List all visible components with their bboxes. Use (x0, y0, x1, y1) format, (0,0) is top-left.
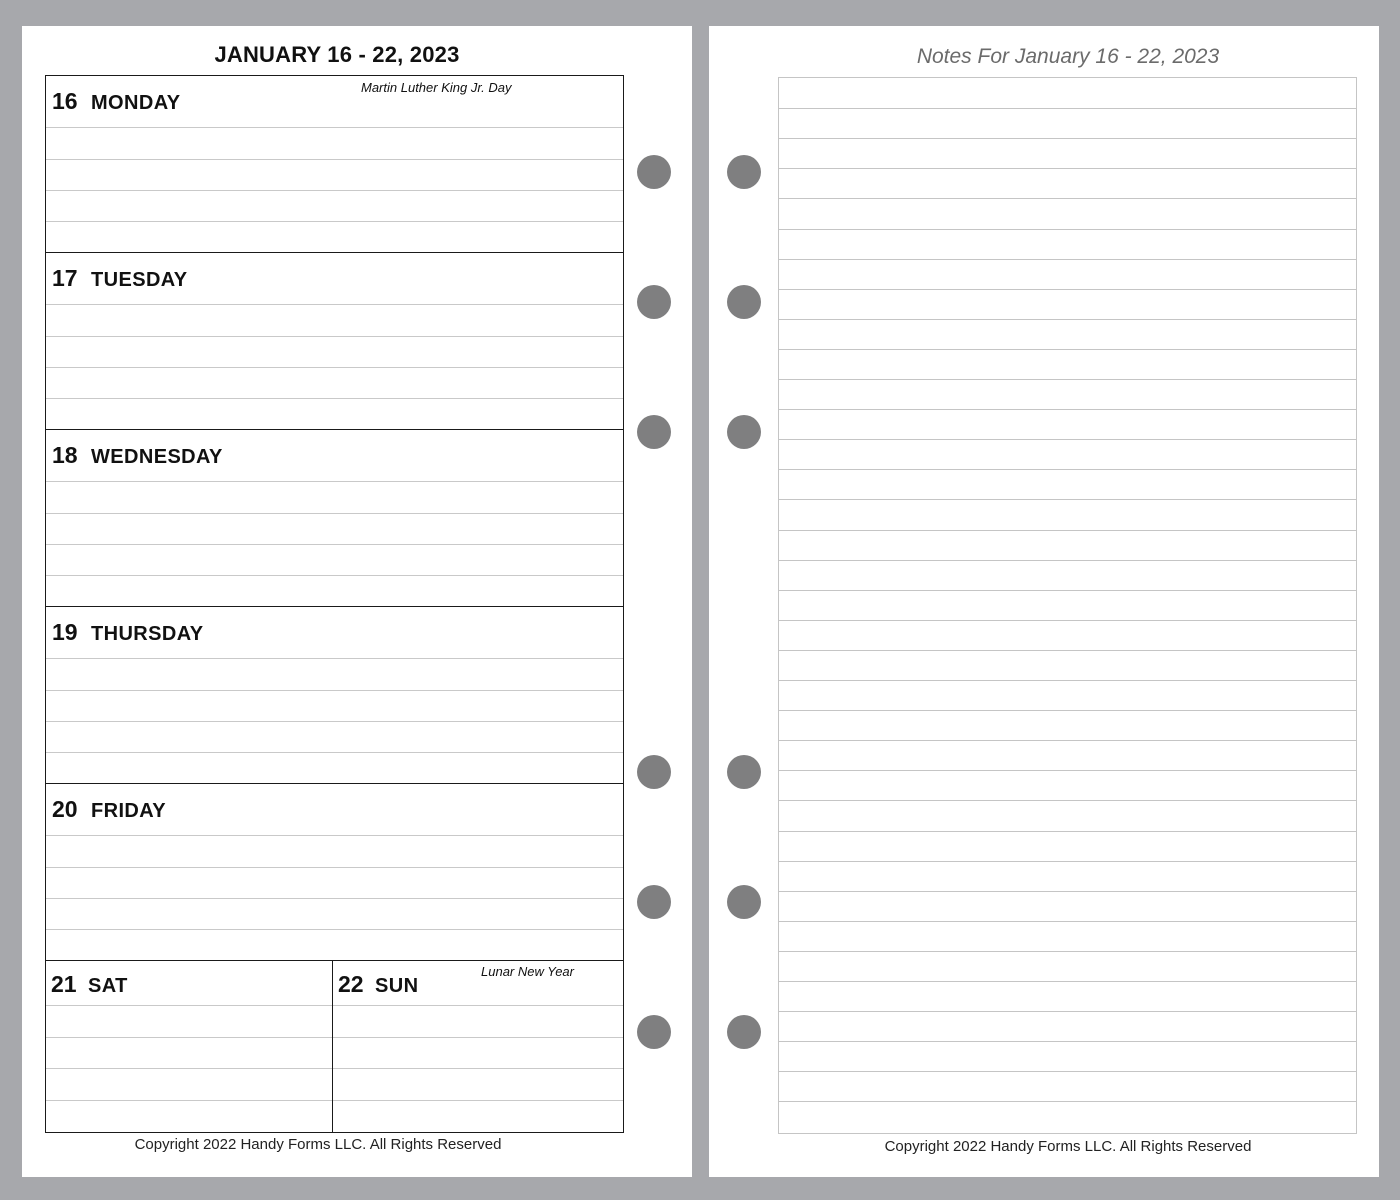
notes-line[interactable] (779, 710, 1356, 711)
writing-line[interactable] (46, 513, 623, 514)
notes-line[interactable] (779, 469, 1356, 470)
day-block-thursday (46, 607, 623, 784)
notes-line[interactable] (779, 499, 1356, 500)
notes-line[interactable] (779, 168, 1356, 169)
writing-line[interactable] (46, 690, 623, 691)
left-planner-page (22, 26, 692, 1177)
writing-line[interactable] (46, 367, 623, 368)
right-notes-page (709, 26, 1379, 1177)
binder-hole (637, 415, 671, 449)
notes-line[interactable] (779, 1071, 1356, 1072)
notes-line[interactable] (779, 560, 1356, 561)
day-header (46, 253, 623, 305)
day-name: FRIDAY (91, 800, 167, 822)
notes-line[interactable] (779, 198, 1356, 199)
day-number: 22 (338, 971, 364, 997)
notes-line[interactable] (779, 861, 1356, 862)
notes-line[interactable] (779, 229, 1356, 230)
notes-line[interactable] (779, 319, 1356, 320)
notes-line[interactable] (779, 770, 1356, 771)
copyright-footer: Copyright 2022 Handy Forms LLC. All Rights Reserved (134, 1136, 502, 1153)
writing-line[interactable] (46, 752, 623, 753)
day-name: MONDAY (91, 92, 181, 114)
day-block-monday (46, 76, 623, 253)
day-block-sunday (333, 961, 623, 1132)
notes-line[interactable] (779, 289, 1356, 290)
writing-line[interactable] (46, 1100, 332, 1101)
notes-line[interactable] (779, 409, 1356, 410)
writing-line[interactable] (46, 898, 623, 899)
binder-hole (727, 885, 761, 919)
notes-line[interactable] (779, 800, 1356, 801)
week-title: JANUARY 16 - 22, 2023 (214, 42, 460, 67)
binder-hole (727, 285, 761, 319)
day-number: 17 (52, 265, 78, 291)
day-block-friday (46, 784, 623, 961)
holiday-label: Martin Luther King Jr. Day (361, 80, 512, 95)
day-header (46, 607, 623, 659)
notes-line[interactable] (779, 259, 1356, 260)
writing-line[interactable] (46, 159, 623, 160)
day-number: 20 (52, 796, 78, 822)
binder-hole (727, 1015, 761, 1049)
notes-line[interactable] (779, 1101, 1356, 1102)
notes-line[interactable] (779, 831, 1356, 832)
notes-line[interactable] (779, 138, 1356, 139)
writing-line[interactable] (46, 221, 623, 222)
notes-title: Notes For January 16 - 22, 2023 (916, 45, 1220, 68)
day-header (46, 76, 623, 128)
day-block-tuesday (46, 253, 623, 430)
writing-line[interactable] (46, 336, 623, 337)
notes-line[interactable] (779, 108, 1356, 109)
binder-hole (727, 155, 761, 189)
binder-hole (637, 885, 671, 919)
notes-line[interactable] (779, 650, 1356, 651)
day-name: SUN (375, 975, 419, 997)
writing-line[interactable] (46, 544, 623, 545)
day-name: THURSDAY (91, 623, 204, 645)
day-number: 21 (51, 971, 77, 997)
notes-line[interactable] (779, 530, 1356, 531)
day-name: TUESDAY (91, 269, 188, 291)
notes-line[interactable] (779, 620, 1356, 621)
writing-line[interactable] (46, 398, 623, 399)
notes-line[interactable] (779, 590, 1356, 591)
day-block-wednesday (46, 430, 623, 607)
writing-line[interactable] (333, 1068, 623, 1069)
notes-line[interactable] (779, 349, 1356, 350)
notes-line[interactable] (779, 921, 1356, 922)
day-number: 16 (52, 88, 78, 114)
writing-line[interactable] (46, 929, 623, 930)
weekly-planner-grid (45, 75, 624, 1133)
writing-line[interactable] (46, 1068, 332, 1069)
writing-line[interactable] (46, 867, 623, 868)
day-header (333, 961, 623, 1006)
notes-line[interactable] (779, 680, 1356, 681)
copyright-footer: Copyright 2022 Handy Forms LLC. All Rights Reserved (884, 1138, 1252, 1155)
notes-lined-area[interactable] (778, 77, 1357, 1134)
binder-hole (727, 755, 761, 789)
day-header (46, 784, 623, 836)
day-number: 18 (52, 442, 78, 468)
notes-line[interactable] (779, 439, 1356, 440)
notes-line[interactable] (779, 1011, 1356, 1012)
holiday-label: Lunar New Year (481, 964, 574, 979)
notes-line[interactable] (779, 1041, 1356, 1042)
writing-line[interactable] (46, 575, 623, 576)
writing-line[interactable] (46, 190, 623, 191)
binder-hole (637, 1015, 671, 1049)
notes-line[interactable] (779, 891, 1356, 892)
writing-line[interactable] (333, 1037, 623, 1038)
notes-line[interactable] (779, 740, 1356, 741)
binder-hole (637, 755, 671, 789)
weekend-row (46, 961, 623, 1132)
day-name: WEDNESDAY (91, 446, 223, 468)
writing-line[interactable] (333, 1100, 623, 1101)
writing-line[interactable] (46, 1037, 332, 1038)
day-header (46, 430, 623, 482)
binder-hole (727, 415, 761, 449)
day-header (46, 961, 332, 1006)
day-name: SAT (88, 975, 128, 997)
day-block-saturday (46, 961, 333, 1132)
binder-hole (637, 155, 671, 189)
day-number: 19 (52, 619, 78, 645)
notes-line[interactable] (779, 981, 1356, 982)
notes-line[interactable] (779, 379, 1356, 380)
writing-line[interactable] (46, 721, 623, 722)
binder-hole (637, 285, 671, 319)
notes-line[interactable] (779, 951, 1356, 952)
